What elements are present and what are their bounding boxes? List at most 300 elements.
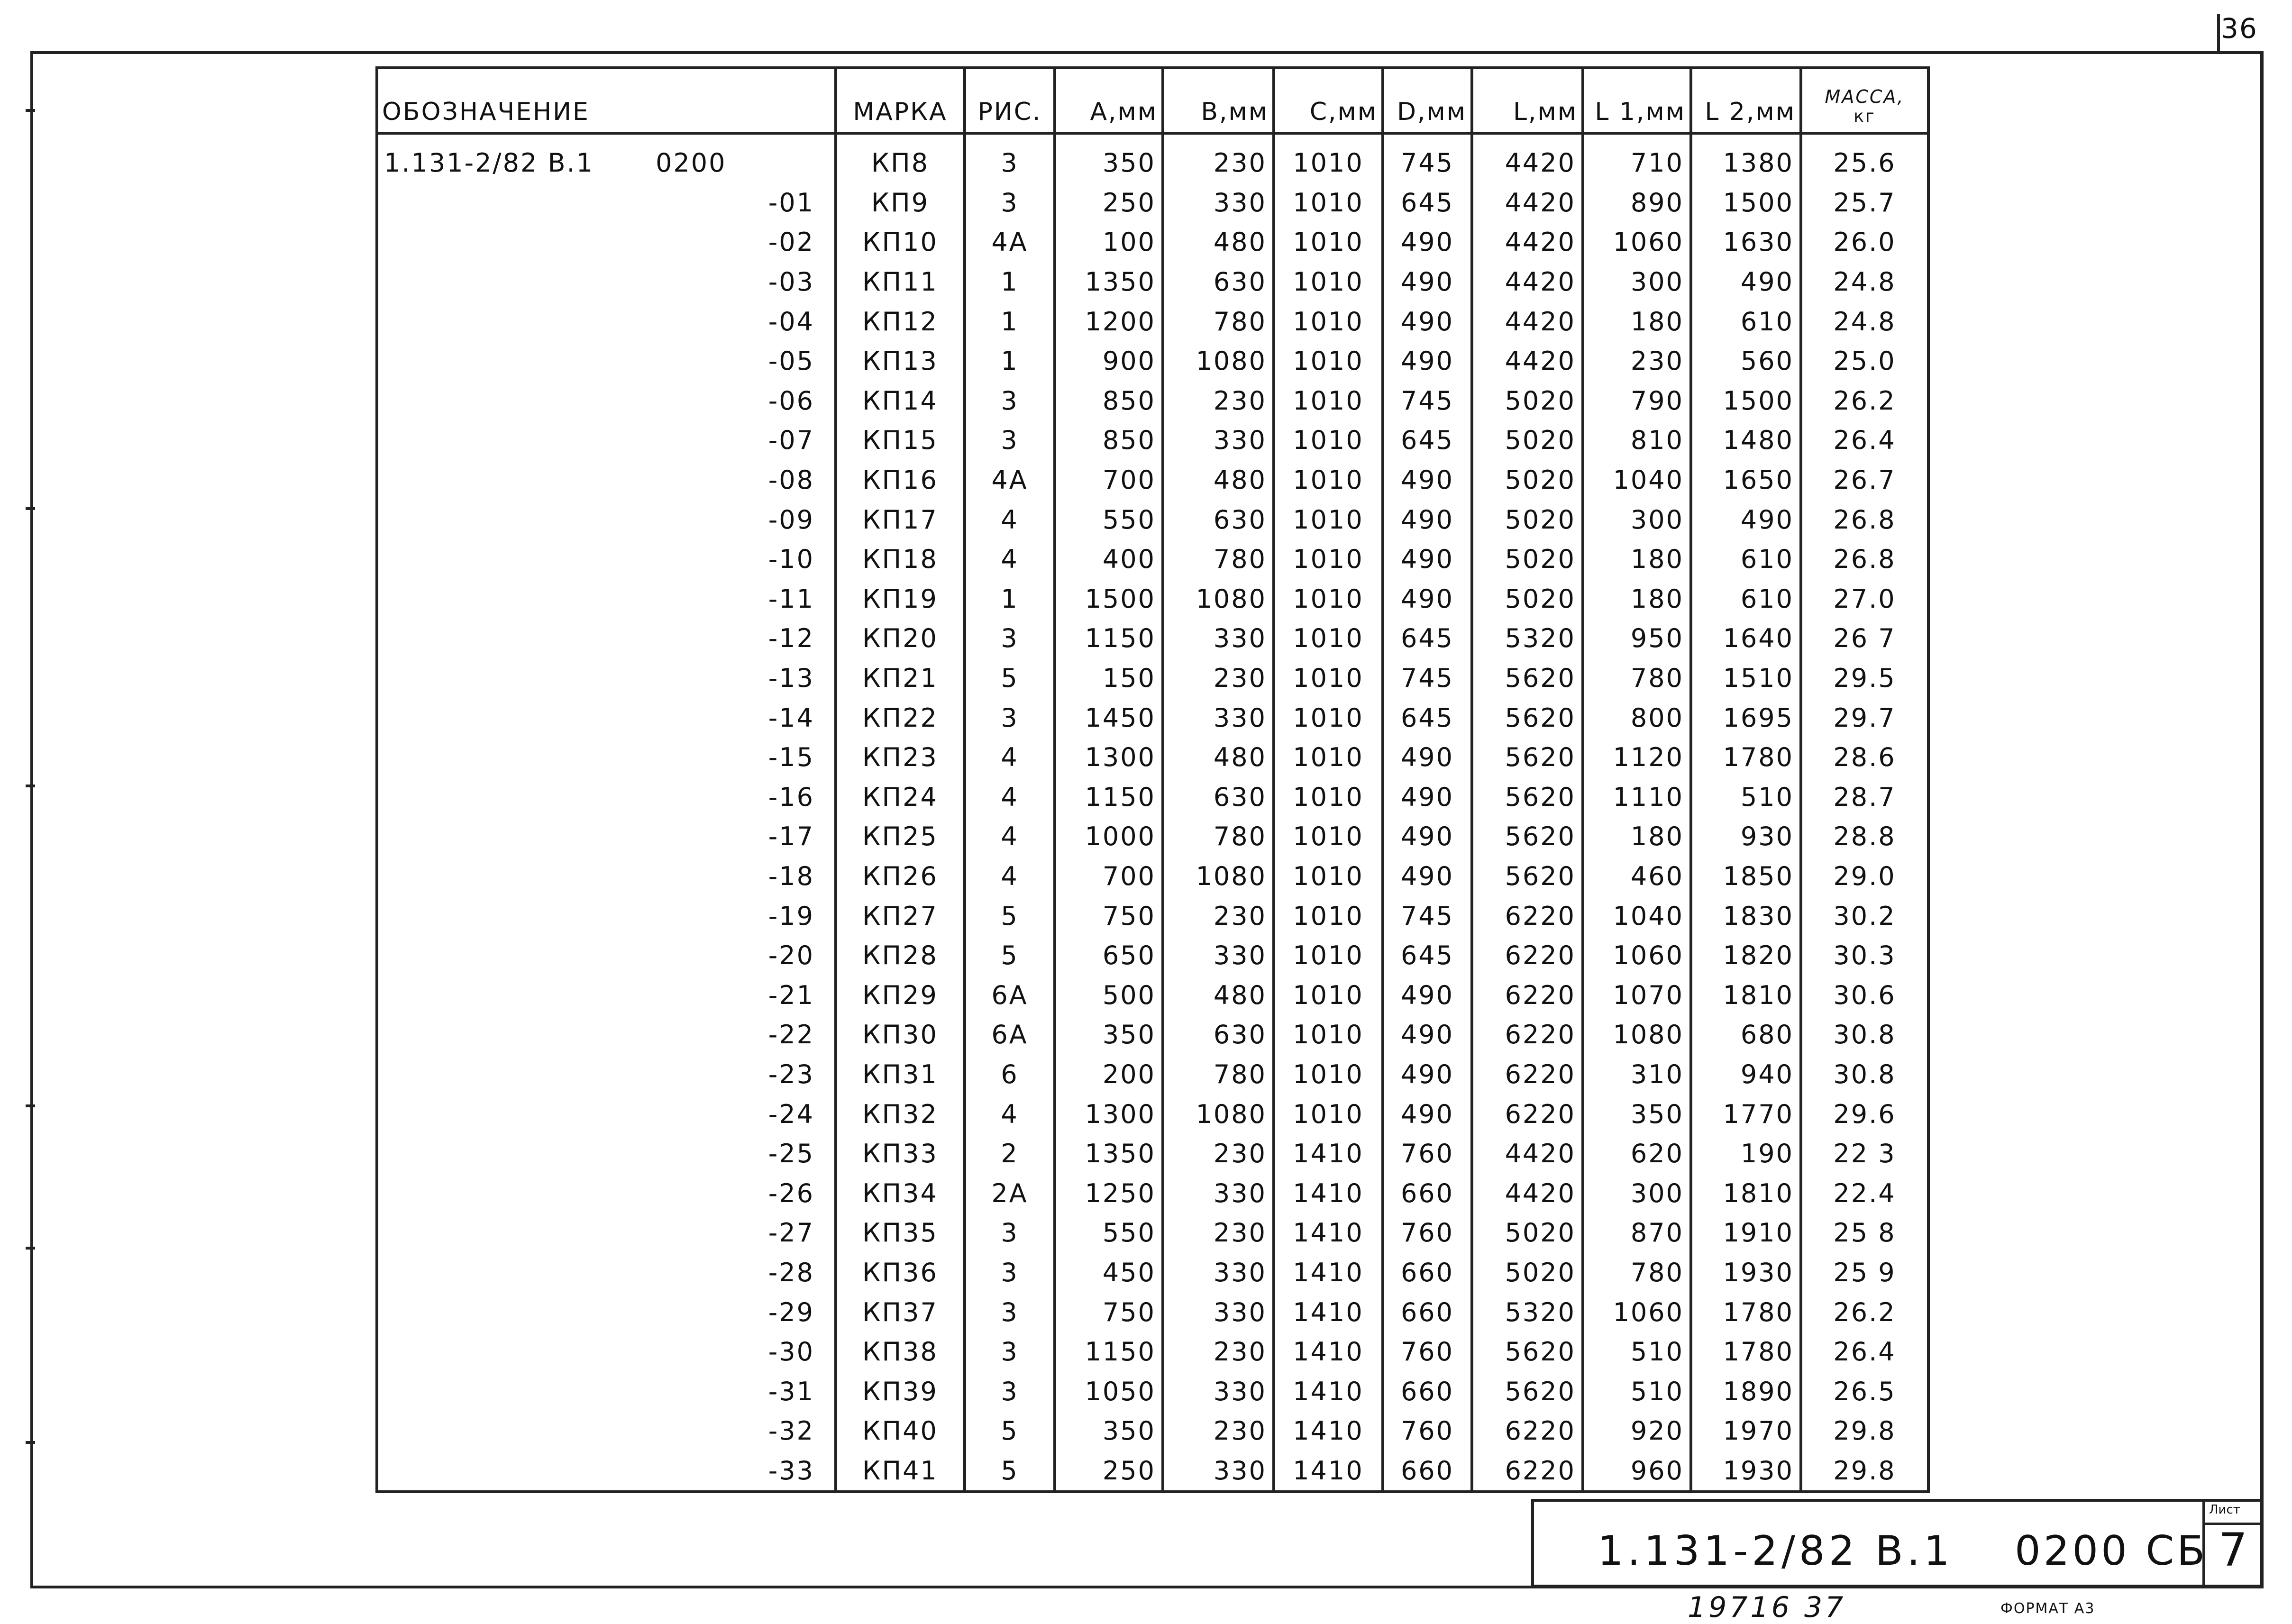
designation-suffix: -27 [768,1218,814,1248]
cell-mark: КП11 [836,262,965,302]
cell-l1: 1080 [1583,1015,1691,1055]
designation-suffix: -11 [768,584,814,614]
cell-a: 400 [1055,539,1163,579]
cell-mark: КП25 [836,817,965,857]
designation-suffix: -06 [768,385,814,416]
cell-l2: 610 [1691,539,1801,579]
margin-tick [26,1441,35,1444]
cell-l2: 1770 [1691,1094,1801,1134]
cell-mark: КП37 [836,1292,965,1332]
cell-c: 1010 [1274,698,1383,738]
cell-d: 745 [1383,658,1472,698]
cell-d: 760 [1383,1213,1472,1253]
cell-b: 330 [1163,1451,1274,1492]
cell-l: 5620 [1472,658,1583,698]
cell-d: 645 [1383,698,1472,738]
cell-a: 250 [1055,1451,1163,1492]
cell-a: 750 [1055,896,1163,936]
cell-mass: 29.0 [1801,857,1928,896]
cell-mark: КП24 [836,777,965,817]
cell-fig: 2А [965,1173,1055,1213]
cell-c: 1010 [1274,936,1383,976]
table-row [377,301,1928,341]
designation-suffix: -19 [768,901,814,931]
cell-l2: 1380 [1691,133,1801,183]
cell-a: 900 [1055,341,1163,381]
cell-d: 660 [1383,1292,1472,1332]
cell-l2: 1650 [1691,460,1801,500]
cell-l: 6220 [1472,975,1583,1015]
cell-designation [377,539,836,579]
cell-mark: КП8 [836,133,965,183]
cell-mass: 28.8 [1801,817,1928,857]
table-row [377,341,1928,381]
cell-l2: 1780 [1691,1332,1801,1372]
cell-b: 780 [1163,817,1274,857]
cell-fig: 3 [965,1213,1055,1253]
cell-l: 5020 [1472,1253,1583,1293]
cell-l1: 230 [1583,341,1691,381]
cell-l1: 800 [1583,698,1691,738]
cell-l: 5020 [1472,381,1583,421]
cell-c: 1010 [1274,658,1383,698]
cell-c: 1010 [1274,460,1383,500]
cell-mass: 25 9 [1801,1253,1928,1293]
cell-mass: 26.2 [1801,381,1928,421]
table-row [377,1015,1928,1055]
cell-b: 480 [1163,738,1274,777]
cell-b: 1080 [1163,341,1274,381]
cell-d: 490 [1383,579,1472,619]
cell-mark: КП30 [836,1015,965,1055]
table-row [377,460,1928,500]
cell-l1: 960 [1583,1451,1691,1492]
cell-fig: 3 [965,1253,1055,1293]
cell-d: 490 [1383,301,1472,341]
cell-mark: КП40 [836,1411,965,1451]
cell-l1: 460 [1583,857,1691,896]
cell-a: 1150 [1055,619,1163,658]
margin-tick [26,1247,35,1250]
cell-c: 1010 [1274,301,1383,341]
cell-c: 1010 [1274,341,1383,381]
cell-a: 350 [1055,1015,1163,1055]
designation-suffix: -21 [768,980,814,1010]
cell-a: 650 [1055,936,1163,976]
cell-d: 490 [1383,539,1472,579]
cell-d: 745 [1383,896,1472,936]
cell-designation [377,133,836,183]
inventory-number: 19716 37 [1688,1591,1846,1624]
col-header-fig: РИС. [965,68,1055,133]
cell-d: 490 [1383,777,1472,817]
table-row [377,1173,1928,1213]
cell-d: 490 [1383,1094,1472,1134]
cell-d: 760 [1383,1411,1472,1451]
cell-a: 1350 [1055,1134,1163,1174]
cell-designation [377,222,836,262]
table-row [377,1213,1928,1253]
cell-a: 1050 [1055,1371,1163,1411]
table-row [377,738,1928,777]
designation-suffix: -33 [768,1455,814,1486]
cell-a: 350 [1055,133,1163,183]
designation-suffix: -18 [768,861,814,891]
cell-d: 490 [1383,857,1472,896]
cell-b: 780 [1163,539,1274,579]
cell-b: 330 [1163,1173,1274,1213]
cell-mass: 29.8 [1801,1411,1928,1451]
drawing-frame-right-edge [2260,51,2264,1588]
designation-suffix: -01 [768,187,814,218]
table-row [377,1371,1928,1411]
cell-designation [377,1094,836,1134]
cell-mass: 26.0 [1801,222,1928,262]
designation-suffix: -13 [768,663,814,693]
cell-mass: 25.0 [1801,341,1928,381]
cell-l: 4420 [1472,1173,1583,1213]
cell-l: 5320 [1472,1292,1583,1332]
cell-l2: 1810 [1691,975,1801,1015]
cell-a: 150 [1055,658,1163,698]
cell-c: 1010 [1274,579,1383,619]
cell-mass: 29.5 [1801,658,1928,698]
cell-d: 660 [1383,1253,1472,1293]
cell-designation [377,698,836,738]
cell-l1: 890 [1583,183,1691,223]
cell-designation [377,1253,836,1293]
cell-l2: 1695 [1691,698,1801,738]
cell-d: 490 [1383,738,1472,777]
cell-c: 1010 [1274,857,1383,896]
cell-l2: 1830 [1691,896,1801,936]
designation-suffix: -29 [768,1297,814,1327]
cell-l1: 790 [1583,381,1691,421]
cell-mass: 26 7 [1801,619,1928,658]
cell-l2: 1930 [1691,1451,1801,1492]
cell-mass: 25.6 [1801,133,1928,183]
cell-b: 630 [1163,777,1274,817]
cell-mark: КП34 [836,1173,965,1213]
cell-designation [377,817,836,857]
cell-mark: КП19 [836,579,965,619]
cell-l: 6220 [1472,896,1583,936]
cell-mass: 28.6 [1801,738,1928,777]
cell-fig: 5 [965,896,1055,936]
col-header-b: B,мм [1163,68,1274,133]
cell-mark: КП10 [836,222,965,262]
cell-a: 850 [1055,420,1163,460]
cell-b: 230 [1163,1411,1274,1451]
cell-a: 1250 [1055,1173,1163,1213]
cell-mark: КП31 [836,1055,965,1095]
cell-c: 1410 [1274,1134,1383,1174]
cell-mass: 28.7 [1801,777,1928,817]
table-row [377,896,1928,936]
cell-c: 1010 [1274,896,1383,936]
cell-b: 630 [1163,262,1274,302]
cell-l2: 1640 [1691,619,1801,658]
cell-fig: 6 [965,1055,1055,1095]
cell-designation [377,183,836,223]
cell-l: 5320 [1472,619,1583,658]
cell-l2: 930 [1691,817,1801,857]
cell-mass: 26.7 [1801,460,1928,500]
designation-suffix: -30 [768,1337,814,1367]
margin-tick [26,1104,35,1107]
cell-designation [377,936,836,976]
cell-designation [377,1411,836,1451]
cell-mark: КП41 [836,1451,965,1492]
cell-c: 1410 [1274,1411,1383,1451]
cell-l1: 510 [1583,1371,1691,1411]
title-block-sheet-number: 7 [2219,1524,2248,1577]
cell-designation [377,1332,836,1372]
margin-tick [26,785,35,787]
cell-b: 1080 [1163,579,1274,619]
designation-suffix: -24 [768,1099,814,1129]
cell-designation [377,975,836,1015]
cell-l: 5020 [1472,460,1583,500]
designation-base-suffix: 0200 [656,148,727,178]
cell-d: 645 [1383,936,1472,976]
cell-mark: КП32 [836,1094,965,1134]
cell-b: 630 [1163,1015,1274,1055]
cell-d: 660 [1383,1371,1472,1411]
cell-l1: 300 [1583,1173,1691,1213]
col-header-mass [1801,68,1928,133]
cell-designation [377,500,836,539]
cell-mass: 26.8 [1801,539,1928,579]
cell-b: 630 [1163,500,1274,539]
cell-fig: 3 [965,1292,1055,1332]
cell-l1: 620 [1583,1134,1691,1174]
cell-l2: 490 [1691,500,1801,539]
cell-mark: КП33 [836,1134,965,1174]
cell-l2: 1500 [1691,183,1801,223]
cell-l: 4420 [1472,1134,1583,1174]
cell-c: 1410 [1274,1173,1383,1213]
table-row [377,183,1928,223]
table-row [377,1253,1928,1293]
cell-a: 1500 [1055,579,1163,619]
designation-suffix: -28 [768,1257,814,1287]
cell-fig: 6А [965,1015,1055,1055]
cell-c: 1010 [1274,1055,1383,1095]
cell-l: 5620 [1472,857,1583,896]
designation-suffix: -17 [768,821,814,852]
cell-d: 490 [1383,341,1472,381]
cell-l2: 1970 [1691,1411,1801,1451]
cell-mass: 24.8 [1801,262,1928,302]
cell-c: 1410 [1274,1332,1383,1372]
cell-a: 1350 [1055,262,1163,302]
cell-fig: 3 [965,1332,1055,1372]
cell-fig: 3 [965,183,1055,223]
cell-c: 1010 [1274,539,1383,579]
cell-b: 480 [1163,222,1274,262]
cell-l1: 300 [1583,262,1691,302]
cell-l1: 1060 [1583,222,1691,262]
table-row [377,857,1928,896]
cell-l1: 1060 [1583,936,1691,976]
cell-l2: 1850 [1691,857,1801,896]
cell-c: 1410 [1274,1451,1383,1492]
cell-b: 480 [1163,975,1274,1015]
cell-c: 1010 [1274,817,1383,857]
cell-fig: 4 [965,817,1055,857]
cell-a: 1300 [1055,1094,1163,1134]
cell-mass: 30.8 [1801,1055,1928,1095]
cell-d: 490 [1383,817,1472,857]
designation-suffix: -25 [768,1139,814,1169]
designation-suffix: -04 [768,306,814,337]
cell-l: 4420 [1472,183,1583,223]
cell-mark: КП23 [836,738,965,777]
cell-mark: КП14 [836,381,965,421]
table-row [377,420,1928,460]
cell-mark: КП38 [836,1332,965,1372]
cell-l: 5620 [1472,738,1583,777]
cell-fig: 3 [965,698,1055,738]
cell-mass: 25 8 [1801,1213,1928,1253]
cell-mass: 24.8 [1801,301,1928,341]
cell-c: 1010 [1274,738,1383,777]
cell-l: 5620 [1472,698,1583,738]
cell-mark: КП39 [836,1371,965,1411]
cell-l: 5620 [1472,777,1583,817]
designation-suffix: -08 [768,465,814,495]
cell-fig: 1 [965,262,1055,302]
cell-designation [377,1213,836,1253]
cell-d: 490 [1383,222,1472,262]
cell-l2: 680 [1691,1015,1801,1055]
page-number-mark [2217,14,2220,54]
cell-a: 100 [1055,222,1163,262]
table-body [377,133,1928,1492]
col-header-mass-label: МАССА, [1825,86,1905,107]
designation-suffix: -26 [768,1178,814,1208]
cell-designation [377,420,836,460]
cell-l1: 780 [1583,658,1691,698]
table-row [377,1451,1928,1492]
designation-suffix: -14 [768,703,814,733]
cell-fig: 6А [965,975,1055,1015]
cell-mark: КП22 [836,698,965,738]
cell-l: 4420 [1472,222,1583,262]
table-row [377,698,1928,738]
cell-designation [377,1015,836,1055]
cell-mass: 30.6 [1801,975,1928,1015]
cell-l1: 310 [1583,1055,1691,1095]
cell-a: 450 [1055,1253,1163,1293]
col-header-l2: L 2,мм [1691,68,1801,133]
cell-designation [377,1451,836,1492]
cell-l2: 1510 [1691,658,1801,698]
cell-d: 490 [1383,262,1472,302]
cell-mass: 29.6 [1801,1094,1928,1134]
table-row [377,936,1928,976]
cell-l2: 1930 [1691,1253,1801,1293]
cell-fig: 4 [965,857,1055,896]
cell-l: 5020 [1472,500,1583,539]
cell-l1: 510 [1583,1332,1691,1372]
col-header-l1: L 1,мм [1583,68,1691,133]
cell-d: 490 [1383,1015,1472,1055]
designation-suffix: -20 [768,940,814,971]
cell-l: 5020 [1472,420,1583,460]
cell-l2: 1810 [1691,1173,1801,1213]
cell-mark: КП26 [836,857,965,896]
col-header-l: L,мм [1472,68,1583,133]
cell-l: 5620 [1472,817,1583,857]
cell-mass: 26.2 [1801,1292,1928,1332]
cell-l: 4420 [1472,301,1583,341]
cell-designation [377,896,836,936]
cell-c: 1010 [1274,381,1383,421]
cell-a: 1150 [1055,1332,1163,1372]
cell-mass: 22 3 [1801,1134,1928,1174]
cell-b: 330 [1163,936,1274,976]
cell-mark: КП13 [836,341,965,381]
cell-fig: 2 [965,1134,1055,1174]
cell-l2: 1780 [1691,738,1801,777]
table-row [377,975,1928,1015]
cell-d: 490 [1383,1055,1472,1095]
title-block-assembly-code: 0200 СБ [2015,1527,2208,1575]
cell-fig: 5 [965,936,1055,976]
cell-l2: 610 [1691,301,1801,341]
cell-fig: 4 [965,539,1055,579]
page-number: 36 [2221,12,2258,45]
cell-mass: 30.8 [1801,1015,1928,1055]
designation-suffix: -16 [768,782,814,812]
cell-a: 700 [1055,857,1163,896]
cell-d: 645 [1383,183,1472,223]
cell-l: 6220 [1472,1411,1583,1451]
cell-l: 6220 [1472,1451,1583,1492]
cell-a: 1450 [1055,698,1163,738]
cell-l2: 490 [1691,262,1801,302]
cell-l: 6220 [1472,1015,1583,1055]
cell-l: 6220 [1472,1094,1583,1134]
table-row [377,1292,1928,1332]
cell-l2: 560 [1691,341,1801,381]
table-row [377,658,1928,698]
cell-fig: 4А [965,460,1055,500]
cell-mark: КП9 [836,183,965,223]
designation-suffix: -03 [768,267,814,297]
cell-l1: 1120 [1583,738,1691,777]
designation-suffix: -10 [768,544,814,575]
cell-a: 1200 [1055,301,1163,341]
cell-l1: 710 [1583,133,1691,183]
title-block-document-code: 1.131-2/82 В.1 [1598,1527,1954,1575]
cell-a: 1150 [1055,777,1163,817]
cell-mark: КП16 [836,460,965,500]
cell-l1: 920 [1583,1411,1691,1451]
cell-l1: 180 [1583,579,1691,619]
cell-b: 330 [1163,420,1274,460]
designation-suffix: -05 [768,346,814,376]
cell-mark: КП29 [836,975,965,1015]
cell-a: 350 [1055,1411,1163,1451]
cell-l2: 1890 [1691,1371,1801,1411]
designation-suffix: -22 [768,1020,814,1050]
cell-designation [377,658,836,698]
cell-fig: 1 [965,579,1055,619]
table-row [377,222,1928,262]
